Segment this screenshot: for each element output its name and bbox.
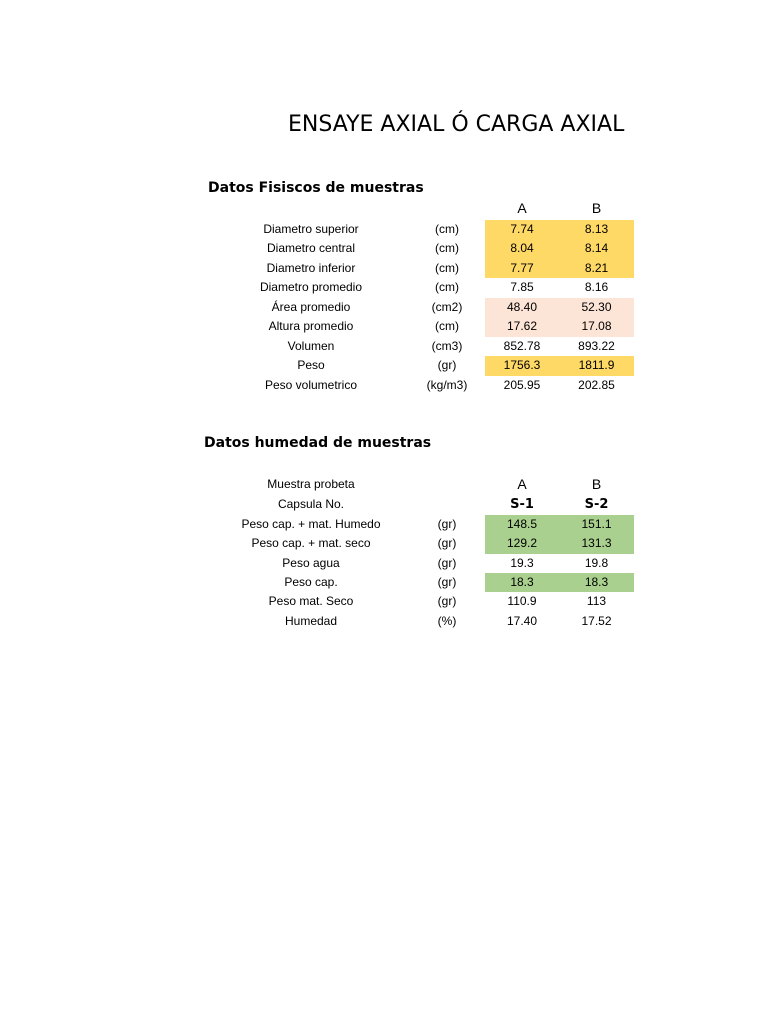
row-label: Capsula No. — [277, 496, 345, 511]
value-a[interactable]: 7.85 — [510, 280, 534, 294]
row-unit: (gr) — [437, 555, 457, 570]
row-unit: (cm) — [435, 260, 459, 275]
table-row — [212, 317, 634, 337]
row-unit: (gr) — [437, 516, 457, 531]
value-b[interactable]: 1811.9 — [559, 356, 634, 376]
value-b[interactable]: 17.08 — [559, 317, 634, 337]
table-row — [212, 259, 634, 279]
table-row — [212, 554, 634, 574]
row-unit: (gr) — [437, 358, 457, 372]
column-b-header: B — [591, 200, 602, 216]
column-a-header: A — [517, 476, 527, 492]
column-header-row — [212, 199, 634, 219]
value-b[interactable]: 8.16 — [584, 280, 609, 294]
row-unit: (kg/m3) — [426, 377, 468, 392]
table-row — [212, 298, 634, 318]
value-b[interactable]: 131.3 — [559, 534, 634, 554]
value-a[interactable]: 7.74 — [485, 220, 559, 240]
page-title: ENSAYE AXIAL Ó CARGA AXIAL — [288, 112, 625, 137]
value-b[interactable]: 202.85 — [578, 377, 615, 392]
column-b-header: B — [591, 476, 602, 492]
value-a[interactable]: 1756.3 — [485, 356, 559, 376]
value-a[interactable]: 8.04 — [485, 239, 559, 259]
column-a-header: A — [517, 200, 527, 216]
row-label: Diametro promedio — [259, 280, 363, 294]
row-unit: (gr) — [437, 574, 457, 589]
row-unit: (gr) — [437, 594, 457, 608]
table-row — [212, 239, 634, 259]
row-unit: (cm3) — [431, 338, 463, 353]
row-label: Volumen — [287, 338, 335, 353]
value-b[interactable]: 52.30 — [559, 298, 634, 318]
row-label: Altura promedio — [268, 319, 354, 333]
row-unit: (cm) — [435, 221, 459, 236]
value-b[interactable]: 151.1 — [559, 515, 634, 535]
row-unit: (cm) — [435, 280, 459, 294]
value-b[interactable]: 113 — [586, 594, 607, 608]
row-label: Peso — [297, 358, 325, 372]
row-unit: (%) — [437, 613, 457, 628]
row-label: Humedad — [284, 613, 338, 628]
capsula-row — [212, 495, 634, 515]
row-label: Peso agua — [282, 555, 340, 570]
value-b[interactable]: 8.13 — [559, 220, 634, 240]
row-label: Peso cap. + mat. seco — [251, 536, 371, 550]
row-label: Diametro superior — [263, 221, 359, 236]
value-a[interactable]: 48.40 — [485, 298, 559, 318]
value-a[interactable]: 7.77 — [485, 259, 559, 279]
row-label: Peso mat. Seco — [268, 594, 354, 608]
row-label: Diametro central — [266, 241, 356, 255]
probeta-row — [212, 475, 634, 495]
table-row — [212, 356, 634, 376]
value-a[interactable]: 17.62 — [485, 317, 559, 337]
table-row — [212, 337, 634, 357]
value-a[interactable]: 148.5 — [485, 515, 559, 535]
capsula-a[interactable]: S-1 — [510, 496, 534, 512]
value-b[interactable]: 19.8 — [584, 555, 609, 570]
value-b[interactable]: 893.22 — [578, 338, 615, 353]
capsula-b[interactable]: S-2 — [584, 496, 609, 512]
row-label: Peso volumetrico — [264, 377, 358, 392]
row-label: Peso cap. — [284, 574, 338, 589]
row-unit: (gr) — [437, 536, 457, 550]
value-a[interactable]: 18.3 — [485, 573, 559, 593]
table-row — [212, 573, 634, 593]
value-a[interactable]: 17.40 — [506, 613, 538, 628]
value-b[interactable]: 18.3 — [559, 573, 634, 593]
value-a[interactable]: 852.78 — [503, 338, 541, 353]
table-row — [212, 515, 634, 535]
row-unit: (cm) — [435, 319, 459, 333]
table-row — [212, 534, 634, 554]
row-label: Muestra probeta — [267, 477, 355, 491]
value-b[interactable]: 17.52 — [581, 613, 612, 628]
section-moisture-header: Datos humedad de muestras — [204, 435, 432, 451]
row-label: Área promedio — [271, 299, 351, 314]
table-row — [212, 376, 634, 396]
row-label: Peso cap. + mat. Humedo — [241, 516, 381, 531]
value-b[interactable]: 8.14 — [559, 239, 634, 259]
section-physical-header: Datos Fisiscos de muestras — [208, 180, 424, 196]
row-label: Diametro inferior — [266, 260, 356, 275]
table-row — [212, 612, 634, 632]
value-b[interactable]: 8.21 — [559, 259, 634, 279]
table-row — [212, 592, 634, 612]
value-a[interactable]: 110.9 — [507, 594, 537, 608]
table-row — [212, 220, 634, 240]
row-unit: (cm2) — [431, 299, 463, 314]
value-a[interactable]: 19.3 — [510, 555, 534, 570]
row-unit: (cm) — [435, 241, 459, 255]
value-a[interactable]: 205.95 — [503, 377, 541, 392]
value-a[interactable]: 129.2 — [485, 534, 559, 554]
table-row — [212, 278, 634, 298]
